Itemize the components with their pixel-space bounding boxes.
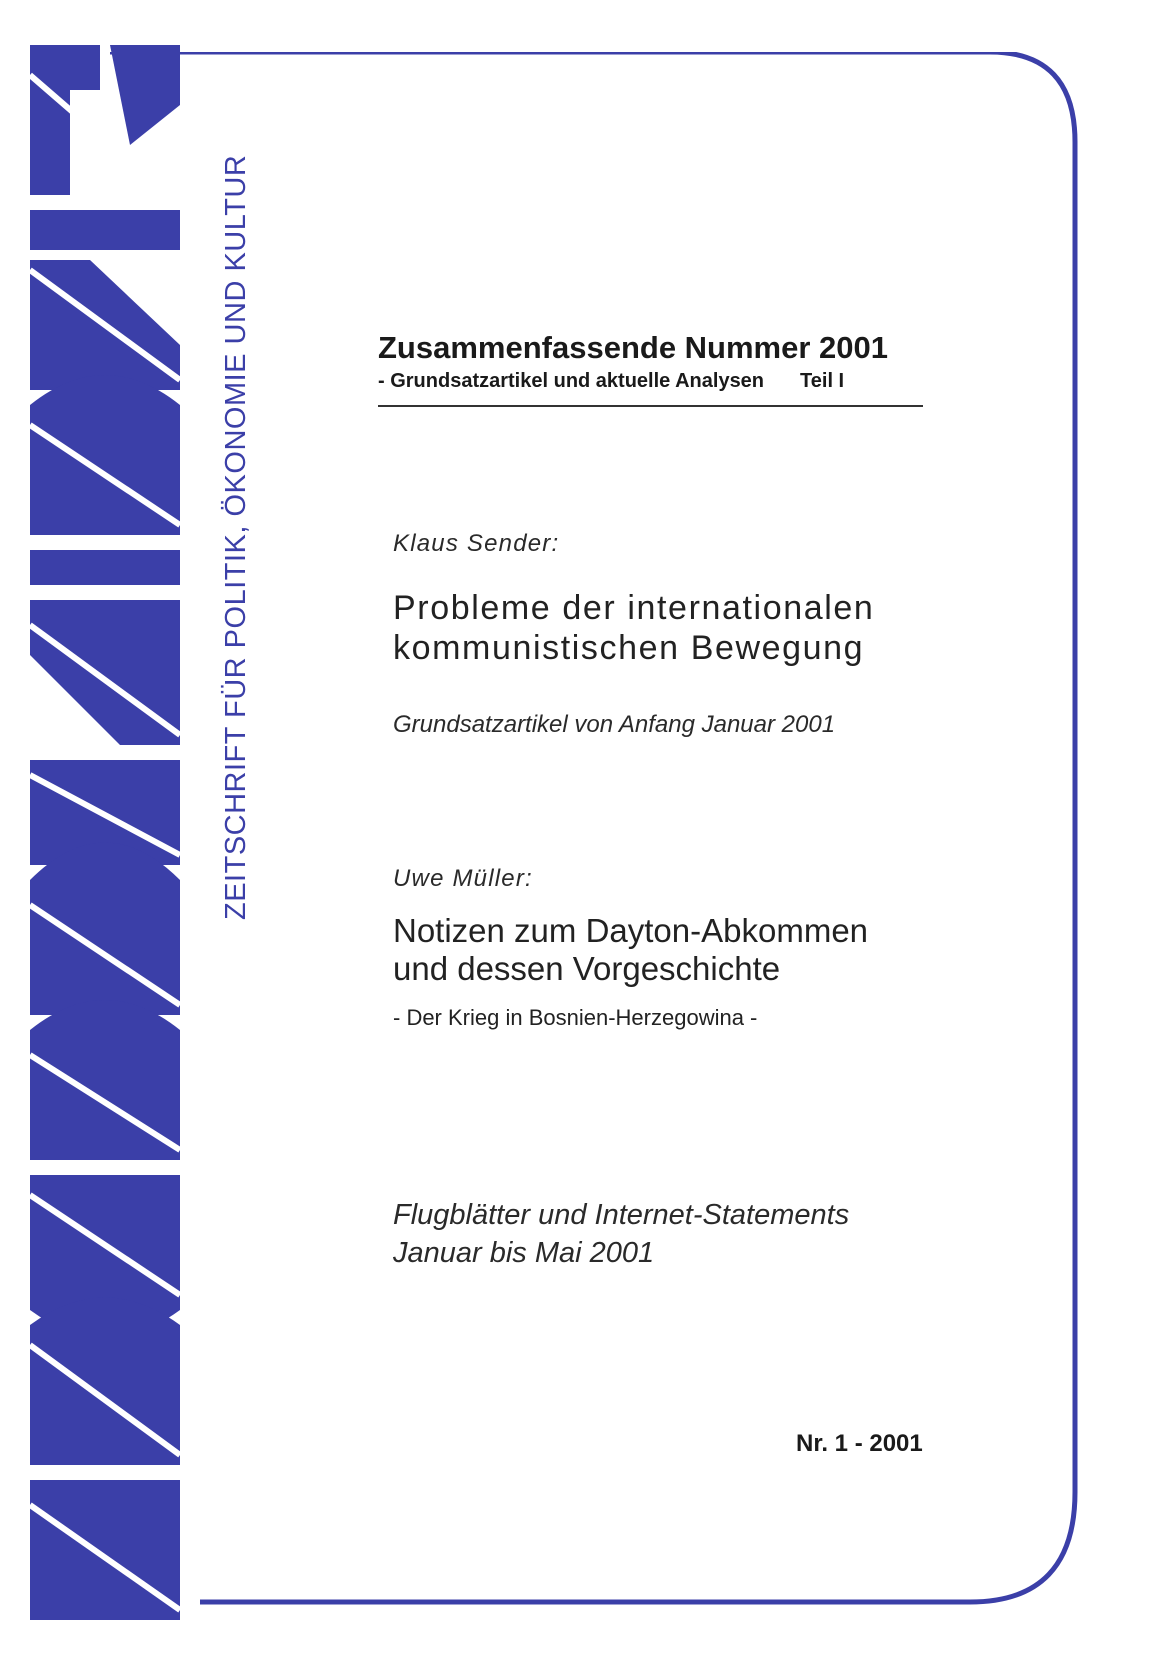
issue-header [378,330,928,407]
article-subtitle: - Der Krieg in Bosnien-Herzegowina - [393,1005,758,1030]
article-1 [393,530,559,558]
header-subtitle-row [378,370,928,393]
article-note: Grundsatzartikel von Anfang Januar 2001 [393,711,836,738]
article-title-line: Notizen zum Dayton-Abkommen [393,912,869,949]
article-2-subtitle [393,1005,757,1031]
article-author: Klaus Sender: [393,530,560,557]
article-2 [393,865,533,893]
article-2-title [393,912,868,988]
header-divider [378,405,923,407]
article-title-line: kommunistischen Bewegung [393,629,865,667]
page-title: Zusammenfassende Nummer 2001 [378,330,889,365]
header-subtitle: - Grundsatzartikel und aktuelle Analysen [378,370,765,392]
journal-tagline: ZEITSCHRIFT FÜR POLITIK, ÖKONOMIE UND KULTUR [220,154,252,920]
flyers-section [393,1196,849,1272]
logo-wordmark-graphic [30,45,180,1620]
article-1-title [393,588,874,668]
article-title-line: Probleme der internationalen [393,589,875,627]
brand-logo [30,45,180,1620]
frame-border [110,52,1090,1607]
article-title-line: und dessen Vorgeschichte [393,950,781,987]
issue-number: Nr. 1 - 2001 [796,1430,923,1457]
page-frame [110,52,1090,1607]
article-1-note [393,711,835,739]
header-part: Teil I [800,370,845,392]
flyers-line: Flugblätter und Internet-Statements [393,1199,850,1231]
article-author: Uwe Müller: [393,865,533,892]
flyers-line: Januar bis Mai 2001 [393,1237,655,1269]
